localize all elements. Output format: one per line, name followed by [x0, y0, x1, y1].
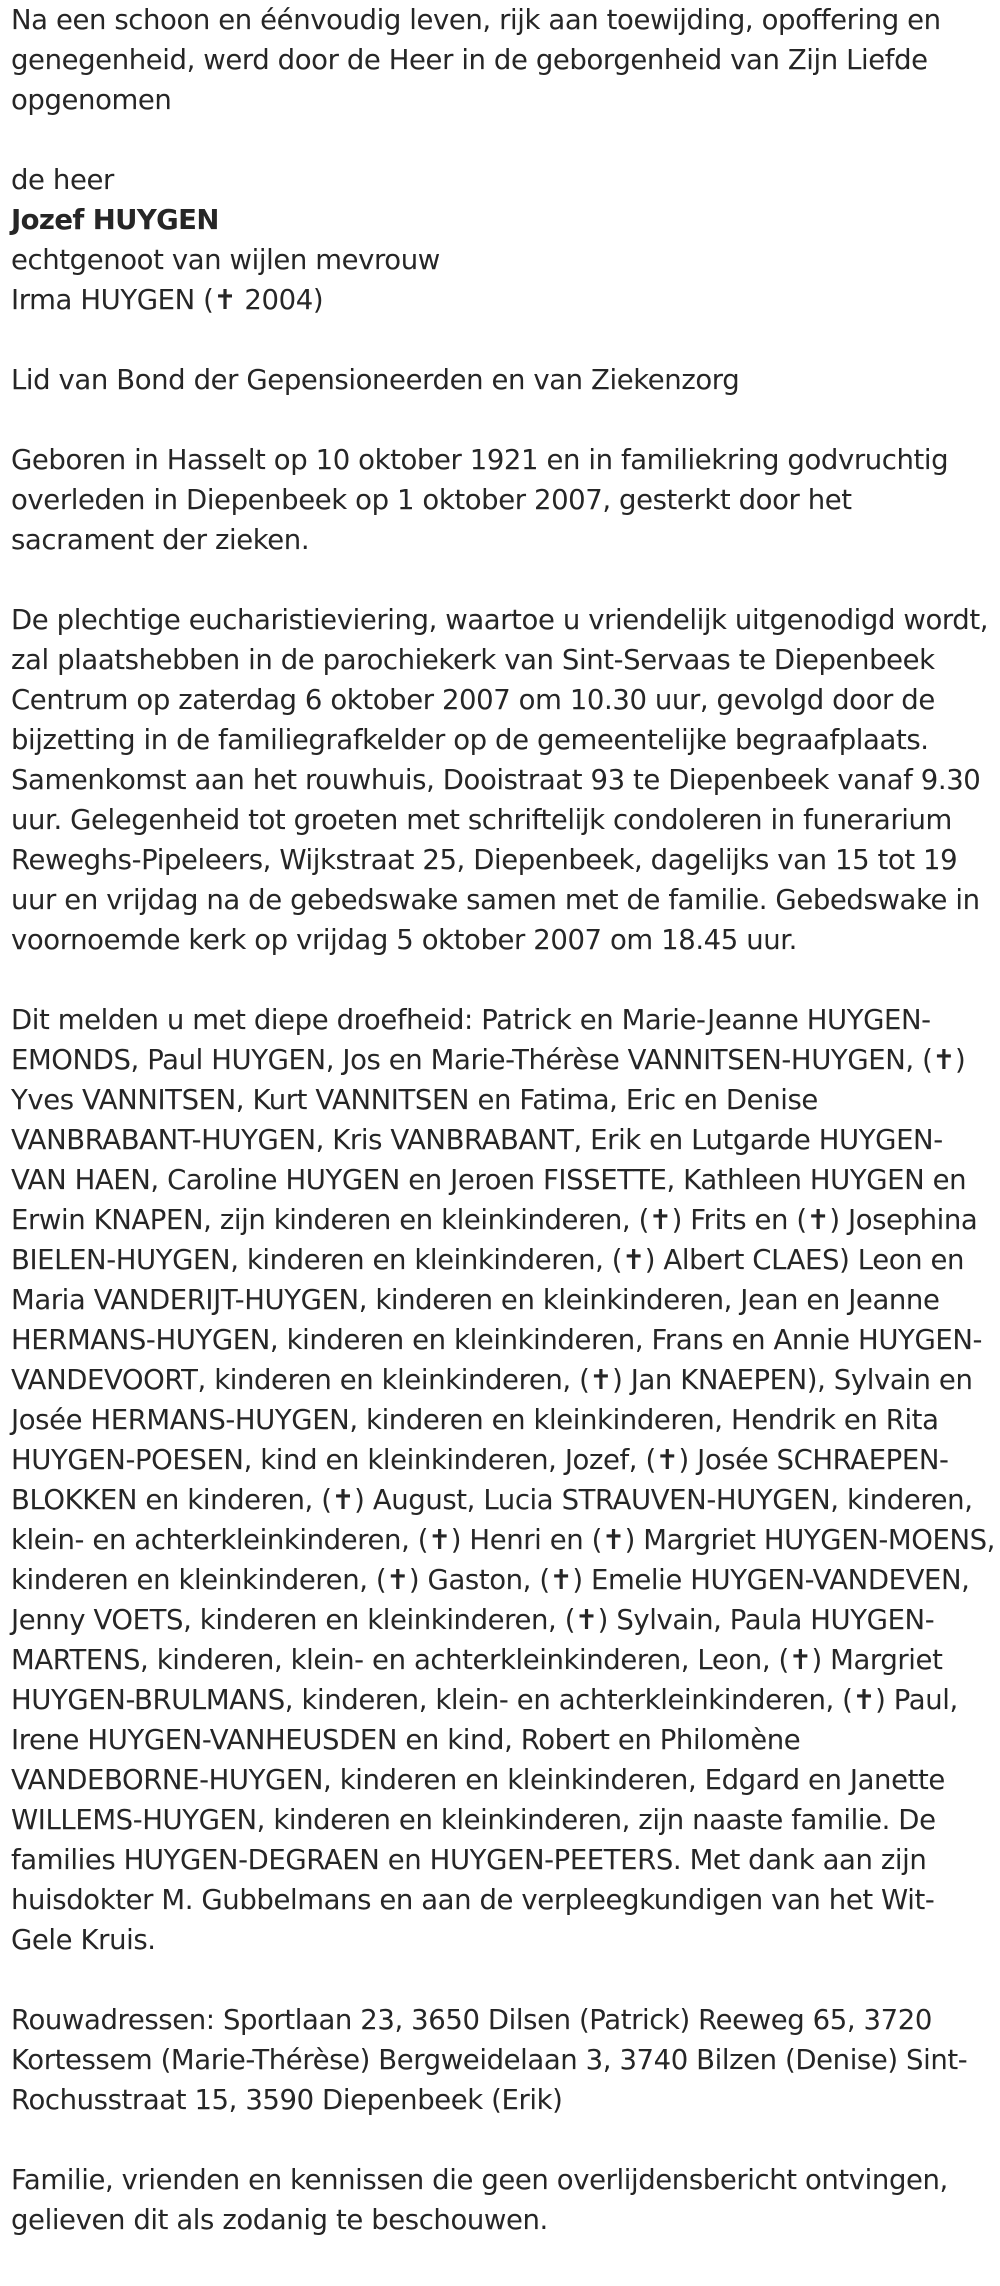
membership-line: Lid van Bond der Gepensioneerden en van Ziekenzorg — [11, 364, 740, 396]
family-paragraph: Dit melden u met diepe droefheid: Patrick en Marie-Jeanne HUYGEN-EMONDS, Paul HUYGEN, Jos en Marie-Thérèse VANNITSEN-HUYGEN, (✝) Yves VANNITSEN, Kurt VANNITSEN en Fatima, Eric en Denise VANBRABANT-HUYGEN, Kris VANBRABANT, Erik en Lutgarde HUYGEN-VAN HAEN, Caroline HUYGEN en Jeroen FISSETTE, Kathleen HUYGEN en Erwin KNAPEN, zijn kinderen en kleinkinderen, (✝) Frits en (✝) Josephina BIELEN-HUYGEN, kinderen en kleinkinderen, (✝) Albert CLAES) Leon en Maria VANDERIJT-HUYGEN, kinderen en kleinkinderen, Jean en Jeanne HERMANS-HUYGEN, kinderen en kleinkinderen, Frans en Annie HUYGEN-VANDEVOORT, kinderen en kleinkinderen, (✝) Jan KNAEPEN), Sylvain en Josée HERMANS-HUYGEN, kinderen en kleinkinderen, Hendrik en Rita HUYGEN-POESEN, kind en kleinkinderen, Jozef, (✝) Josée SCHRAEPEN-BLOKKEN en kinderen, (✝) August, Lucia STRAUVEN-HUYGEN, kinderen, klein- en achterkleinkinderen, (✝) Henri en (✝) Margriet HUYGEN-MOENS, kinderen en kleinkinderen, (✝) Gaston, (✝) Emelie HUYGEN-VANDEVEN, Jenny VOETS, kinderen en kleinkinderen, (✝) Sylvain, Paula HUYGEN-MARTENS, kinderen, klein- en achterkleinkinderen, Leon, (✝) Margriet HUYGEN-BRULMANS, kinderen, klein- en achterkleinkinderen, (✝) Paul, Irene HUYGEN-VANHEUSDEN en kind, Robert en Philomène VANDEBORNE-HUYGEN, kinderen en kleinkinderen, Edgard en Janette WILLEMS-HUYGEN, kinderen en kleinkinderen, zijn naaste familie. De families HUYGEN-DEGRAEN en HUYGEN-PEETERS. Met dank aan zijn huisdokter M. Gubbelmans en aan de verpleegkundigen van het Wit-Gele Kruis. — [11, 1004, 996, 1956]
spacer — [11, 960, 996, 1000]
obituary-text — [11, 0, 996, 2240]
birth-death-paragraph: Geboren in Hasselt op 10 oktober 1921 en in familiekring godvruchtig overleden in Diepenbeek op 1 oktober 2007, gesterkt door het sacrament der zieken. — [11, 444, 949, 556]
spouse-label: echtgenoot van wijlen mevrouw — [11, 244, 440, 276]
intro-paragraph: Na een schoon en éénvoudig leven, rijk aan toewijding, opoffering en genegenheid, werd door de Heer in de geborgenheid van Zijn Liefde opgenomen — [11, 4, 941, 116]
deceased-name: Jozef HUYGEN — [11, 204, 219, 236]
salutation: de heer — [11, 164, 114, 196]
closing-paragraph: Familie, vrienden en kennissen die geen overlijdensbericht ontvingen, gelieven dit als zodanig te beschouwen. — [11, 2164, 948, 2236]
spacer — [11, 120, 996, 160]
spacer — [11, 320, 996, 360]
spouse-name: Irma HUYGEN (✝ 2004) — [11, 284, 324, 316]
spacer — [11, 1960, 996, 2000]
spacer — [11, 2120, 996, 2160]
addresses-paragraph: Rouwadressen: Sportlaan 23, 3650 Dilsen (Patrick) Reeweg 65, 3720 Kortessem (Marie-Thérèse) Bergweidelaan 3, 3740 Bilzen (Denise) Sint-Rochusstraat 15, 3590 Diepenbeek (Erik) — [11, 2004, 968, 2116]
ceremony-paragraph: De plechtige eucharistieviering, waartoe u vriendelijk uitgenodigd wordt, zal plaatshebben in de parochiekerk van Sint-Servaas te Diepenbeek Centrum op zaterdag 6 oktober 2007 om 10.30 uur, gevolgd door de bijzetting in de familiegrafkelder op de gemeentelijke begraafplaats. Samenkomst aan het rouwhuis, Dooistraat 93 te Diepenbeek vanaf 9.30 uur. Gelegenheid tot groeten met schriftelijk condoleren in funerarium Reweghs-Pipeleers, Wijkstraat 25, Diepenbeek, dagelijks van 15 tot 19 uur en vrijdag na de gebedswake samen met de familie. Gebedswake in voornoemde kerk op vrijdag 5 oktober 2007 om 18.45 uur. — [11, 604, 989, 956]
spacer — [11, 560, 996, 600]
spacer — [11, 400, 996, 440]
